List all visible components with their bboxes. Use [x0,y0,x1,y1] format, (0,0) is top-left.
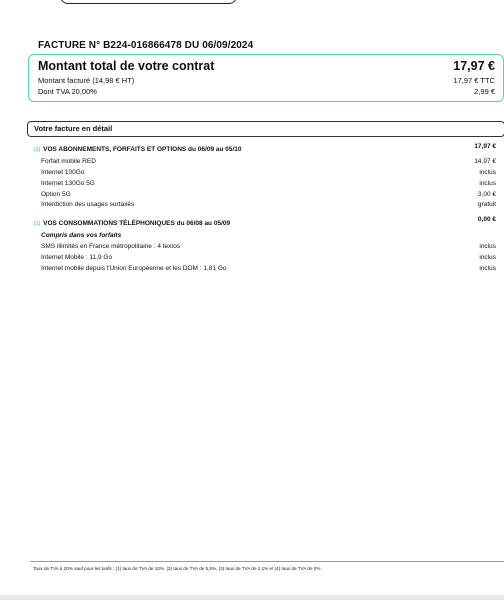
line-item [41,180,496,187]
section-subscriptions-title [34,146,242,153]
line-label: Internet mobile depuis l'Union Européenne et les DOM : 1,81 Go [41,265,227,272]
billed-value: 17,97 € TTC [453,76,495,85]
footer-vat-note: Taux de TVA à 20% sauf pour les tarifs : (1) taux de TVA de 10%, (2) taux de TVA de 5,5%, (3) taux de TVA de 2,1% et (4) taux de TVA de 0%. [33,566,322,571]
line-value: inclus [479,169,496,176]
footer-divider [30,561,504,562]
detail-header [27,121,504,137]
vat-label: Dont TVA 20,00% [38,87,97,96]
line-item [41,243,496,250]
vat-row [38,87,495,96]
line-label: SMS illimités en France métropolitaine : 4 textos [41,243,181,250]
line-label: Interdiction des usages surtaxés [41,201,135,208]
line-value: inclus [479,243,496,250]
line-value: inclus [479,265,496,272]
line-item [41,169,496,176]
contract-total-box [28,54,504,102]
section-consumption-total: 0,00 € [477,216,496,223]
line-item [41,201,496,208]
line-item [41,191,496,198]
top-frame-edge [60,0,237,4]
section-subscriptions-total: 17,97 € [474,143,496,150]
section-consumption-title [34,220,230,227]
line-item [41,254,496,261]
section-marker: (1) [34,221,41,227]
section-marker: (1) [34,147,41,153]
total-row [38,59,495,73]
billed-row [38,76,495,85]
line-value: 14,97 € [474,158,496,165]
line-label: Forfait mobile RED [41,158,96,165]
total-title: Montant total de votre contrat [38,59,215,73]
line-value: 3,00 € [477,191,496,198]
included-subheading: Compris dans vos forfaits [41,232,122,239]
line-value: inclus [479,180,496,187]
line-value: gratuit [477,201,496,208]
billed-label: Montant facturé (14,98 € HT) [38,76,135,85]
line-label: Internet 130Go 5G [41,180,95,187]
page-bottom-edge [0,595,504,600]
section-title-text: VOS ABONNEMENTS, FORFAITS ET OPTIONS du 06/09 au 05/10 [43,146,242,153]
line-label: Option 5G [41,191,71,198]
line-value: inclus [479,254,496,261]
line-label: Internet 100Go [41,169,85,176]
invoice-title: FACTURE N° B224-016866478 DU 06/09/2024 [38,40,254,51]
line-item [41,158,496,165]
total-amount: 17,97 € [453,59,495,73]
line-item [41,265,496,272]
detail-header-label: Votre facture en détail [34,124,113,133]
line-label: Internet Mobile : 11,9 Go [41,254,113,261]
section-title-text: VOS CONSOMMATIONS TÉLÉPHONIQUES du 06/08 au 05/09 [43,220,231,227]
vat-value: 2,99 € [474,87,495,96]
